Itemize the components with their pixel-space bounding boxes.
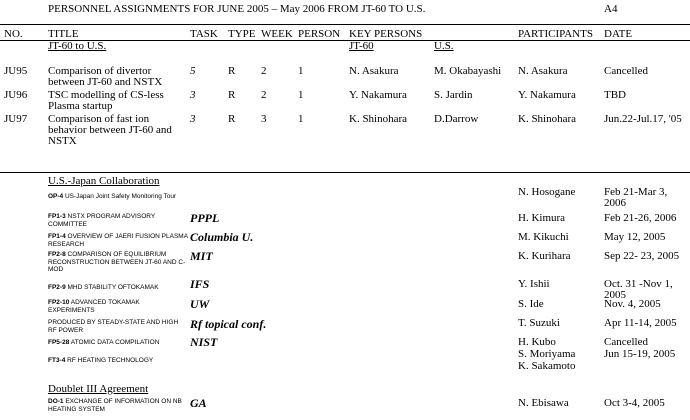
row-task: 3 — [190, 113, 196, 125]
row-participant: K. Shinohara — [518, 113, 577, 125]
row-type: R — [228, 89, 236, 101]
doublet-item-text: EXCHANGE OF INFORMATION ON NB HEATING SYSTEM — [48, 398, 182, 413]
collab-participant: T. Suzuki — [518, 317, 560, 329]
row-title: Comparison of fast ion behavior between JT-60 and NSTX — [48, 113, 172, 147]
section-divider — [0, 172, 690, 173]
collab-participant: Y. Ishii — [518, 278, 550, 290]
sub-heading-jt60-to-us: JT-60 to U.S. — [48, 40, 107, 52]
row-key-person-jt60: N. Asakura — [349, 65, 399, 77]
collab-date: Jun 15-19, 2005 — [604, 348, 676, 360]
row-title: TSC modelling of CS-less Plasma startup — [48, 89, 164, 112]
collab-item-label — [48, 213, 188, 228]
section-heading-doublet: Doublet III Agreement — [48, 383, 149, 395]
row-task: 3 — [190, 89, 196, 101]
collab-org: UW — [190, 297, 210, 311]
collab-participant: K. Sakamoto — [518, 360, 576, 372]
row-week: 2 — [261, 65, 267, 77]
row-person: 1 — [298, 89, 304, 101]
collab-org: MIT — [190, 249, 213, 263]
page-code: A4 — [604, 3, 618, 15]
collab-participant: S. Ide — [518, 298, 544, 310]
row-task: 5 — [190, 65, 196, 77]
collab-org: Columbia U. — [190, 230, 254, 244]
col-key-persons: KEY PERSONS — [349, 28, 423, 40]
col-task: TASK — [190, 28, 218, 40]
collab-item-text: NSTX PROGRAM ADVISORY COMMITTEE — [48, 213, 156, 228]
doublet-item-label — [48, 398, 188, 413]
collab-item-text: COMPARISON OF EQUILIBRIUM RECONSTRUCTION BETWEEN JT-60 AND C-MOD — [48, 251, 186, 273]
sub-heading-us: U.S. — [434, 40, 454, 52]
col-type: TYPE — [228, 28, 256, 40]
collab-date: Apr 11-14, 2005 — [604, 317, 677, 329]
collab-item-code: FP1-3 — [48, 213, 66, 220]
row-person: 1 — [298, 113, 304, 125]
collab-participant: N. Hosogane — [518, 186, 576, 198]
row-participant: N. Asakura — [518, 65, 568, 77]
collab-item-label — [48, 284, 188, 292]
row-type: R — [228, 65, 236, 77]
row-key-person-jt60: K. Shinohara — [349, 113, 408, 125]
collab-participant: M. Kikuchi — [518, 231, 569, 243]
doublet-date: Oct 3-4, 2005 — [604, 397, 665, 409]
collab-item-code: FP5-28 — [48, 339, 70, 346]
collab-item-text: RF HEATING TECHNOLOGY — [67, 357, 154, 364]
collab-participant: K. Kurihara — [518, 250, 571, 262]
collab-date: Sep 22- 23, 2005 — [604, 250, 680, 262]
collab-participant: H. Kimura — [518, 212, 566, 224]
collab-item-text: PRODUCED BY STEADY-STATE AND HIGH RF POWER — [48, 319, 179, 334]
collab-item-text: MHD STABILITY OFTOKAMAK — [67, 284, 159, 291]
collab-org: NIST — [190, 335, 218, 349]
collab-participant: H. Kubo — [518, 336, 556, 348]
collab-item-text: US-Japan Joint Safety Monitoring Tour — [64, 193, 177, 200]
doublet-item-code: DO-1 — [48, 398, 64, 405]
col-participants: PARTICIPANTS — [518, 28, 593, 40]
collab-org: Rf topical conf. — [190, 317, 267, 331]
col-title: TITLE — [48, 28, 79, 40]
row-no: JU96 — [4, 89, 28, 101]
row-title: Comparison of divertor between JT-60 and NSTX — [48, 65, 163, 88]
collab-item-text: ATOMIC DATA COMPILATION — [70, 339, 160, 346]
row-week: 3 — [261, 113, 267, 125]
collab-item-code: FP1-4 — [48, 233, 66, 240]
sub-heading-jt60: JT-60 — [349, 40, 374, 52]
row-no: JU95 — [4, 65, 28, 77]
collab-participant: S. Moriyama — [518, 348, 576, 360]
section-heading-us-japan: U.S.-Japan Collaboration — [48, 175, 160, 187]
col-week: WEEK — [261, 28, 293, 40]
collab-item-label — [48, 339, 188, 347]
collab-item-label — [48, 299, 188, 314]
row-participant: Y. Nakamura — [518, 89, 576, 101]
row-key-person-us: S. Jardin — [434, 89, 473, 101]
collab-item-text: ADVANCED TOKAMAK EXPERIMENTS — [48, 299, 140, 314]
collab-item-code: FP2-8 — [48, 251, 66, 258]
doublet-participant: N. Ebisawa — [518, 397, 569, 409]
collab-org: IFS — [190, 277, 210, 291]
row-no: JU97 — [4, 113, 28, 125]
row-week: 2 — [261, 89, 267, 101]
collab-item-code: OP-4 — [48, 193, 64, 200]
collab-item-text: OVERVIEW OF JAERI FUSION PLASMA RESEARCH — [48, 233, 188, 248]
row-date: Jun.22-Jul.17, '05 — [604, 113, 682, 125]
row-key-person-us: M. Okabayashi — [434, 65, 502, 77]
row-person: 1 — [298, 65, 304, 77]
row-date: TBD — [604, 89, 626, 101]
collab-item-label — [48, 193, 188, 201]
col-date: DATE — [604, 28, 633, 40]
collab-item-label — [48, 319, 188, 334]
collab-date: Cancelled — [604, 336, 648, 348]
doublet-org: GA — [190, 396, 207, 410]
page-title: PERSONNEL ASSIGNMENTS FOR JUNE 2005 – May 2006 FROM JT-60 TO U.S. — [48, 3, 426, 15]
collab-item-code: FP2-9 — [48, 284, 66, 291]
collab-item-label — [48, 251, 188, 274]
collab-date: Oct. 31 -Nov 1, 2005 — [604, 278, 673, 301]
collab-org: PPPL — [190, 211, 220, 225]
header-divider — [0, 24, 690, 25]
collab-item-code: FP2-10 — [48, 299, 70, 306]
col-no: NO. — [4, 28, 23, 40]
collab-item-label — [48, 357, 188, 365]
col-person: PERSON — [298, 28, 341, 40]
collab-date: Feb 21-26, 2006 — [604, 212, 677, 224]
collab-date: Feb 21-Mar 3, 2006 — [604, 186, 668, 209]
collab-date: Nov. 4, 2005 — [604, 298, 661, 310]
collab-date: May 12, 2005 — [604, 231, 666, 243]
collab-item-label — [48, 233, 188, 248]
row-type: R — [228, 113, 236, 125]
row-key-person-us: D.Darrow — [434, 113, 479, 125]
row-key-person-jt60: Y. Nakamura — [349, 89, 407, 101]
collab-item-code: FT3-4 — [48, 357, 66, 364]
row-date: Cancelled — [604, 65, 648, 77]
